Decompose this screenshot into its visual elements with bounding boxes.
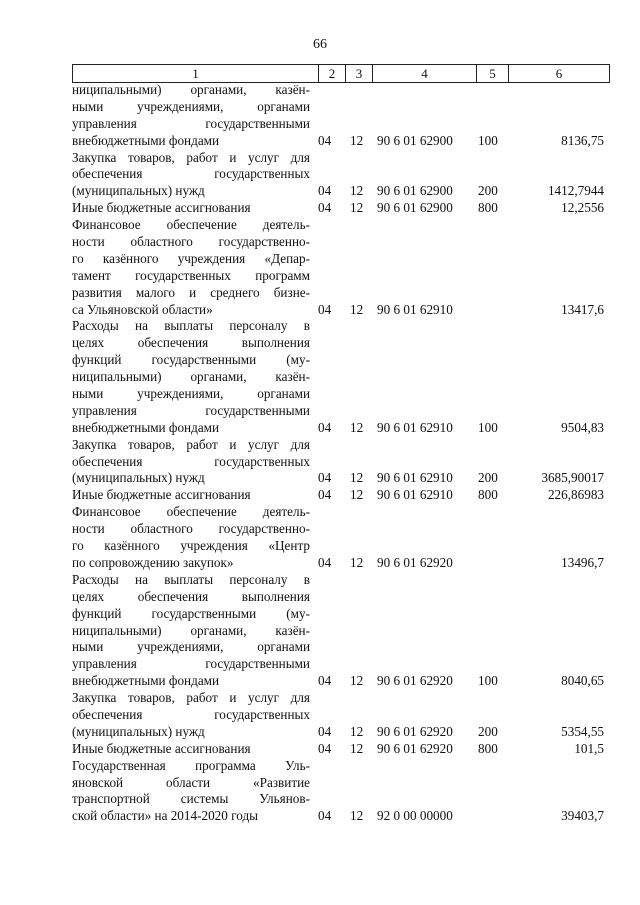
description-line: по сопровождению закупок» (72, 554, 234, 570)
section-code: 04 (318, 740, 332, 756)
section-code: 04 (318, 487, 332, 503)
section-code: 04 (318, 301, 332, 317)
subsection-code: 12 (350, 723, 364, 739)
expense-type-code: 100 (478, 673, 498, 689)
description-line: внебюджетными фондами (72, 673, 220, 689)
description-line: управления государственными (72, 402, 310, 418)
description-line: обеспечения государственных (72, 706, 310, 722)
description-line: управления государственными (72, 656, 310, 672)
description-line: ниципальными) органами, казён- (72, 622, 310, 638)
description-line: Иные бюджетные ассигнования (72, 200, 251, 216)
description-line: (муниципальных) нужд (72, 723, 205, 739)
description-line: са Ульяновской области» (72, 301, 213, 317)
section-code: 04 (318, 132, 332, 148)
section-code: 04 (318, 183, 332, 199)
row-codes (72, 420, 612, 437)
section-code: 04 (318, 808, 332, 824)
table-row (72, 690, 612, 741)
description-line: Финансовое обеспечение деятель- (72, 217, 310, 233)
amount-value: 101,5 (574, 740, 604, 756)
description-line: ными учреждениями, органами (72, 386, 310, 402)
section-code: 04 (318, 673, 332, 689)
row-codes (72, 302, 612, 319)
description-line: (муниципальных) нужд (72, 183, 205, 199)
section-code: 04 (318, 554, 332, 570)
header-col-3: 3 (345, 65, 372, 82)
target-article-code: 90 6 01 62920 (377, 723, 453, 739)
table-row (72, 150, 612, 201)
expense-type-code: 800 (478, 740, 498, 756)
description-line: управления государственными (72, 115, 310, 131)
row-codes (72, 741, 612, 758)
description-line: ниципальными) органами, казён- (72, 369, 310, 385)
expense-type-code: 100 (478, 132, 498, 148)
section-code: 04 (318, 470, 332, 486)
amount-value: 39403,7 (561, 808, 604, 824)
table-row (72, 437, 612, 488)
row-codes (72, 183, 612, 200)
expense-type-code: 200 (478, 470, 498, 486)
target-article-code: 92 0 00 00000 (377, 808, 453, 824)
description-line: ности областного государственно- (72, 234, 310, 250)
description-line: ными учреждениями, органами (72, 98, 310, 114)
description-line: Иные бюджетные ассигнования (72, 740, 251, 756)
table-header (72, 64, 610, 83)
target-article-code: 90 6 01 62910 (377, 487, 453, 503)
description-line: внебюджетными фондами (72, 419, 220, 435)
description-line: (муниципальных) нужд (72, 470, 205, 486)
page-number: 66 (313, 37, 327, 52)
description-line: Финансовое обеспечение деятель- (72, 504, 310, 520)
description-line: развития малого и среднего бизне- (72, 284, 310, 300)
description-line: Государственная программа Уль- (72, 757, 310, 773)
table-row (72, 487, 612, 504)
section-code: 04 (318, 200, 332, 216)
table-row (72, 504, 612, 572)
description-line: Расходы на выплаты персоналу в (72, 318, 310, 334)
description-line: ными учреждениями, органами (72, 639, 310, 655)
amount-value: 13496,7 (561, 554, 604, 570)
description-line: Иные бюджетные ассигнования (72, 487, 251, 503)
table-body (72, 82, 612, 825)
description-line: ности областного государственно- (72, 521, 310, 537)
description-line: целях обеспечения выполнения (72, 335, 310, 351)
section-code: 04 (318, 419, 332, 435)
description-line: ниципальными) органами, казён- (72, 82, 310, 97)
subsection-code: 12 (350, 301, 364, 317)
header-col-2: 2 (318, 65, 345, 82)
header-col-4: 4 (372, 65, 476, 82)
amount-value: 5354,55 (561, 723, 604, 739)
row-codes (72, 808, 612, 825)
subsection-code: 12 (350, 470, 364, 486)
description-line: Закупка товаров, работ и услуг для (72, 690, 310, 706)
description-line: Расходы на выплаты персоналу в (72, 571, 310, 587)
header-col-6: 6 (508, 65, 610, 82)
row-codes (72, 487, 612, 504)
subsection-code: 12 (350, 487, 364, 503)
subsection-code: 12 (350, 183, 364, 199)
expense-type-code: 800 (478, 200, 498, 216)
subsection-code: 12 (350, 740, 364, 756)
description-line: обеспечения государственных (72, 166, 310, 182)
description-line: обеспечения государственных (72, 453, 310, 469)
description-line: го казённого учреждения «Центр (72, 538, 310, 554)
subsection-code: 12 (350, 808, 364, 824)
row-codes (72, 133, 612, 150)
description-line: функций государственными (му- (72, 352, 310, 368)
target-article-code: 90 6 01 62920 (377, 554, 453, 570)
amount-value: 13417,6 (561, 301, 604, 317)
subsection-code: 12 (350, 419, 364, 435)
expense-type-code: 100 (478, 419, 498, 435)
row-codes (72, 555, 612, 572)
table-row (72, 318, 612, 436)
expense-type-code: 200 (478, 723, 498, 739)
target-article-code: 90 6 01 62910 (377, 301, 453, 317)
subsection-code: 12 (350, 200, 364, 216)
target-article-code: 90 6 01 62910 (377, 470, 453, 486)
target-article-code: 90 6 01 62920 (377, 740, 453, 756)
row-codes (72, 470, 612, 487)
description-line: транспортной системы Ульянов- (72, 791, 310, 807)
section-code: 04 (318, 723, 332, 739)
amount-value: 226,86983 (547, 487, 604, 503)
row-codes (72, 200, 612, 217)
description-line: целях обеспечения выполнения (72, 588, 310, 604)
header-col-5: 5 (476, 65, 508, 82)
description-line: внебюджетными фондами (72, 132, 220, 148)
target-article-code: 90 6 01 62900 (377, 132, 453, 148)
expense-type-code: 200 (478, 183, 498, 199)
target-article-code: 90 6 01 62910 (377, 419, 453, 435)
table-row (72, 200, 612, 217)
header-col-1: 1 (72, 65, 318, 82)
subsection-code: 12 (350, 673, 364, 689)
table-row (72, 758, 612, 826)
expense-type-code: 800 (478, 487, 498, 503)
description-line: яновской области «Развитие (72, 774, 310, 790)
table-row (72, 217, 612, 318)
amount-value: 12,2556 (561, 200, 604, 216)
amount-value: 8136,75 (561, 132, 604, 148)
row-codes (72, 724, 612, 741)
description-line: го казённого учреждения «Депар- (72, 250, 310, 266)
target-article-code: 90 6 01 62900 (377, 183, 453, 199)
description-line: Закупка товаров, работ и услуг для (72, 436, 310, 452)
target-article-code: 90 6 01 62900 (377, 200, 453, 216)
description-line: ской области» на 2014-2020 годы (72, 808, 259, 824)
subsection-code: 12 (350, 132, 364, 148)
amount-value: 3685,90017 (541, 470, 604, 486)
description-line: функций государственными (му- (72, 605, 310, 621)
amount-value: 8040,65 (561, 673, 604, 689)
amount-value: 1412,7944 (547, 183, 604, 199)
target-article-code: 90 6 01 62920 (377, 673, 453, 689)
table-row (72, 741, 612, 758)
table-row (72, 572, 612, 690)
row-codes (72, 673, 612, 690)
subsection-code: 12 (350, 554, 364, 570)
table-row (72, 82, 612, 150)
description-line: тамент государственных программ (72, 267, 310, 283)
description-line: Закупка товаров, работ и услуг для (72, 149, 310, 165)
amount-value: 9504,83 (561, 419, 604, 435)
